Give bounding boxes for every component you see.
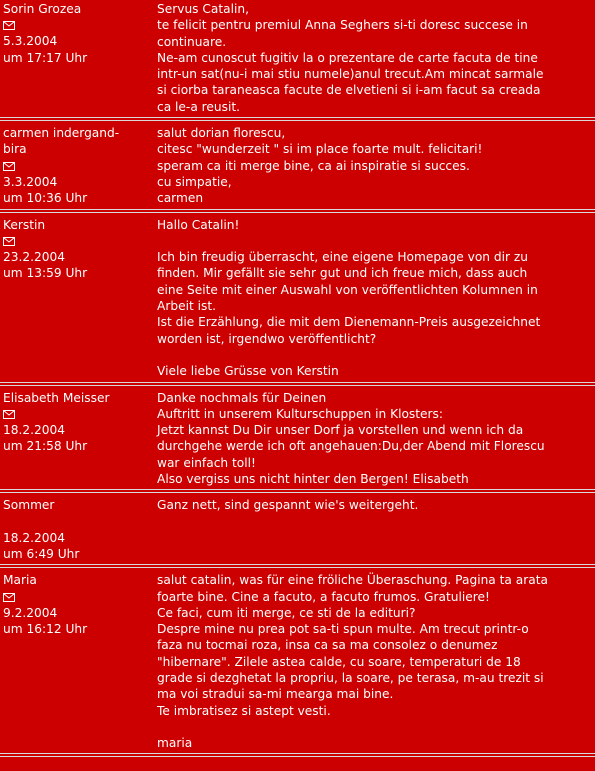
envelope-icon bbox=[3, 237, 15, 246]
entry-date: 5.3.2004 bbox=[3, 34, 58, 49]
entry-author-column bbox=[0, 571, 155, 751]
email-placeholder bbox=[3, 514, 155, 530]
author-name: Sorin Grozea bbox=[3, 2, 82, 16]
entry-message: Ganz nett, sind gespannt wie's weitergeht. bbox=[157, 498, 419, 513]
entry-author-column bbox=[0, 216, 155, 380]
entry-separator bbox=[0, 753, 595, 757]
entry-message: Hallo Catalin! Ich bin freudig überrascht, eine eigene Homepage von dir zu finden. Mir gefällt sie sehr gut und ich freue mich, dass auch eine Seite mit einer Auswahl von veröffentlichten Kolumnen in Arbeit ist. Ist die Erzählung, die mit dem Dienemann-Preis ausgezeichnet worden ist, irgendwo veröffentlicht? Viele liebe Grüsse von Kerstin bbox=[157, 217, 541, 379]
author-name: Kerstin bbox=[3, 217, 46, 232]
guestbook-entry bbox=[0, 0, 595, 115]
entry-time: um 13:59 Uhr bbox=[3, 266, 88, 281]
guestbook-entry bbox=[0, 389, 595, 488]
entry-time: um 16:12 Uhr bbox=[3, 621, 88, 636]
entry-separator bbox=[0, 564, 595, 568]
envelope-icon bbox=[3, 593, 15, 602]
author-email-link[interactable] bbox=[3, 17, 155, 33]
entry-time: um 17:17 Uhr bbox=[3, 50, 88, 65]
entry-separator bbox=[0, 117, 595, 121]
author-email-link[interactable] bbox=[3, 589, 155, 605]
author-email-link[interactable] bbox=[3, 406, 155, 422]
author-email-link[interactable] bbox=[3, 158, 155, 174]
author-email-link[interactable] bbox=[3, 233, 155, 249]
envelope-icon bbox=[3, 162, 15, 171]
entry-separator bbox=[0, 382, 595, 386]
entry-message: salut catalin, was für eine fröliche Überaschung. Pagina ta arata foarte bine. Cine a facuto, a facuto frumos. Gratuliere! Ce faci, cum iti merge, ce sti de la edituri? Despre mine nu prea pot sa-ti spun multe. Am trecut printr-o faza nu tocmai roza, insa ca sa ma consolez o denumez "hibernare". Zilele astea calde, cu soare, temperaturi de 18 grade si dezghetat la propriu, la soare, pe terasa, m-au trezit si ma voi stradui sa-mi mearga mai bine. Te imbratisez si astept vesti. maria bbox=[157, 573, 548, 751]
entry-message: Servus Catalin, te felicit pentru premiul Anna Seghers si-ti doresc succese in continuare. Ne-am cunoscut fugitiv la o prezentare de carte facuta de tine intr-un sat(nu-i mai stiu numele)anul trecut.Am mincat sarmale si ciorba taraneasca facute de elvetieni si i-am facut sa creada ca le-a reusit. bbox=[157, 2, 544, 114]
entry-date: 3.3.2004 bbox=[3, 174, 58, 189]
entry-date: 9.2.2004 bbox=[3, 605, 58, 620]
entry-date: 18.2.2004 bbox=[3, 422, 66, 437]
entry-date: 23.2.2004 bbox=[3, 249, 66, 264]
entry-separator bbox=[0, 209, 595, 213]
envelope-icon bbox=[3, 21, 15, 30]
entry-date: 18.2.2004 bbox=[3, 530, 66, 545]
guestbook-entry bbox=[0, 216, 595, 380]
entry-author-column bbox=[0, 496, 155, 562]
author-name: Sommer bbox=[3, 498, 55, 513]
guestbook-entry bbox=[0, 571, 595, 751]
entry-separator bbox=[0, 489, 595, 493]
guestbook-entry bbox=[0, 496, 595, 562]
entry-message: salut dorian florescu, citesc "wunderzeit " si im place foarte mult. felicitari! speram ca iti merge bine, ca ai inspiratie si succes. cu simpatie, carmen bbox=[157, 126, 483, 206]
guestbook-entry bbox=[0, 124, 595, 206]
entry-time: um 21:58 Uhr bbox=[3, 439, 88, 454]
entry-author-column bbox=[0, 389, 155, 488]
entry-time: um 6:49 Uhr bbox=[3, 546, 80, 561]
author-name: Maria bbox=[3, 573, 37, 588]
entry-author-column bbox=[0, 0, 155, 115]
entry-message: Danke nochmals für Deinen Auftritt in unserem Kulturschuppen in Klosters: Jetzt kannst Du Dir unser Dorf ja vorstellen und wenn ich da durchgehe werde ich oft angehauen:Du,der Abend mit Florescu war einfach toll! Also vergiss uns nicht hinter den Bergen! Elisabeth bbox=[157, 390, 545, 487]
entry-author-column bbox=[0, 124, 155, 206]
envelope-icon bbox=[3, 410, 15, 419]
author-name: Elisabeth Meisser bbox=[3, 390, 110, 405]
author-name: carmen indergand- bira bbox=[3, 126, 120, 157]
entry-time: um 10:36 Uhr bbox=[3, 190, 88, 205]
